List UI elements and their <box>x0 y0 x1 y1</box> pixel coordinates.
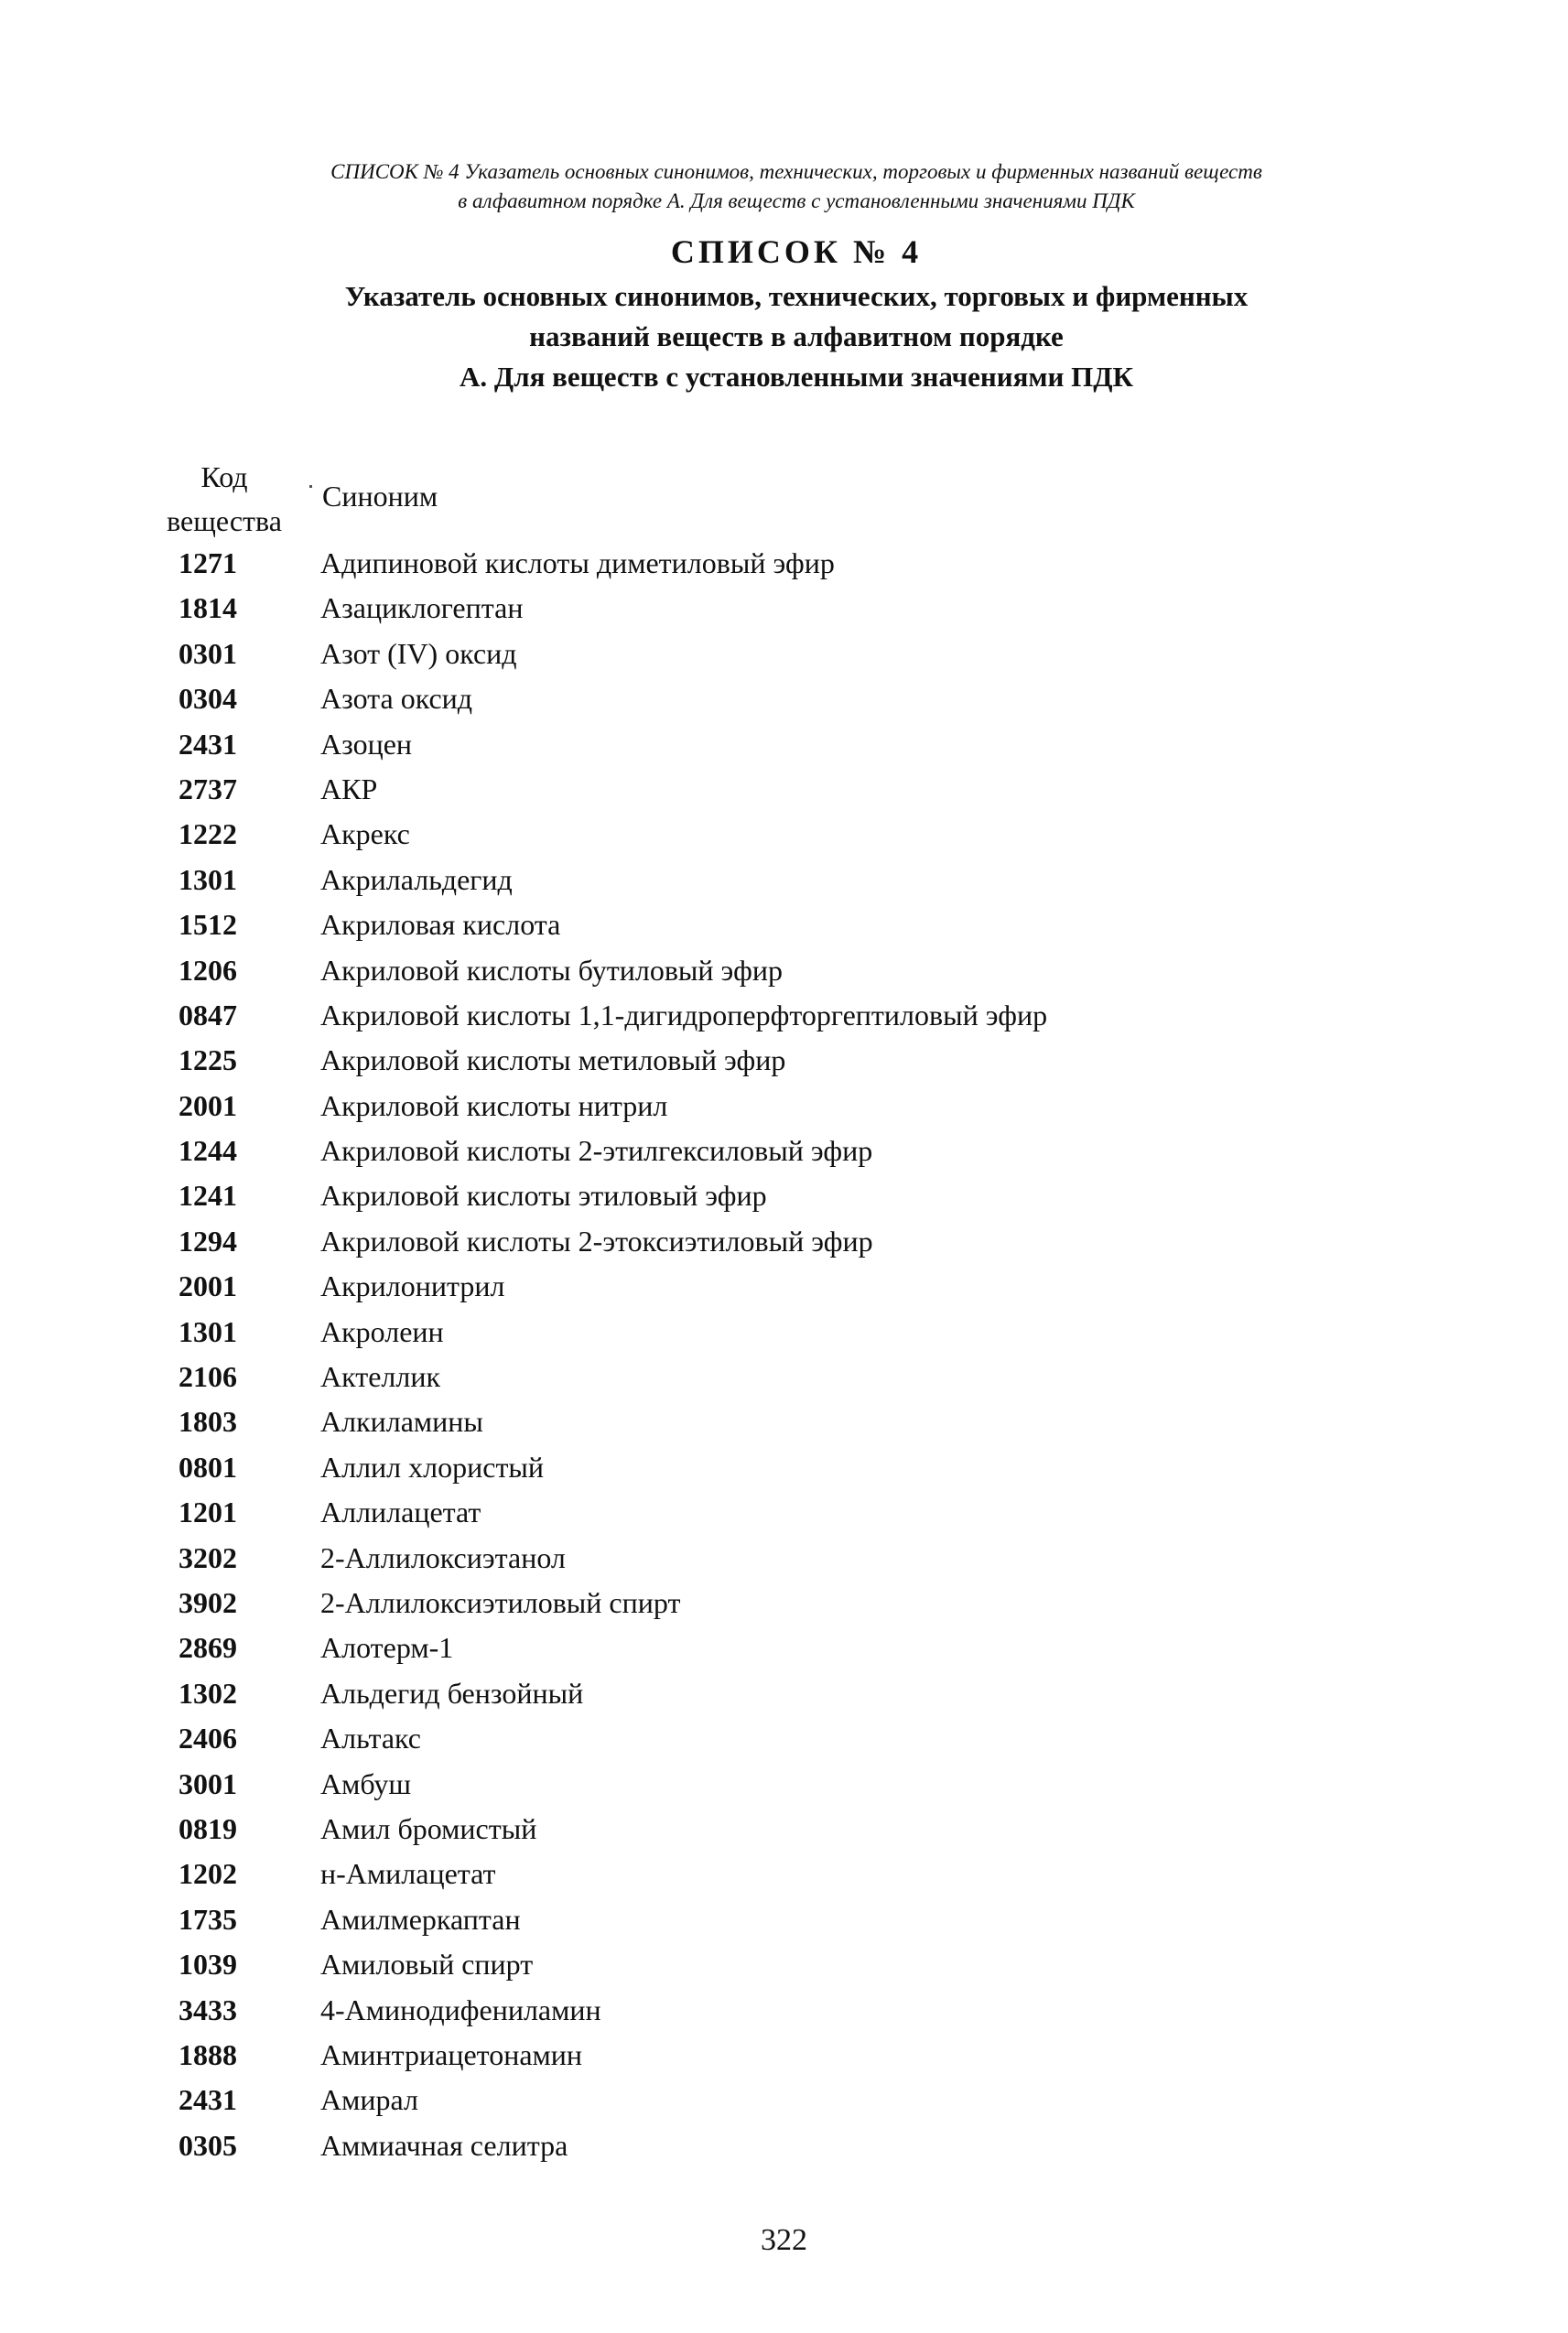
table-row <box>0 1536 1568 1581</box>
substance-synonym: Адипиновой кислоты диметиловый эфир <box>320 546 835 579</box>
substance-synonym: Алотерм-1 <box>320 1631 454 1665</box>
running-header-line-2: в алфавитном порядке А. Для веществ с установленными значениями ПДК <box>458 189 1135 212</box>
table-row <box>0 858 1568 902</box>
substance-synonym: Акрекс <box>320 817 410 851</box>
substance-synonym: Азоцен <box>320 727 413 761</box>
substance-synonym: Акрилонитрил <box>320 1269 505 1303</box>
substance-synonym: Амилмеркаптан <box>320 1902 521 1936</box>
substance-code: 1294 <box>178 1224 237 1258</box>
table-row <box>0 1988 1568 2033</box>
substance-code: 1814 <box>178 591 237 625</box>
substance-synonym: Акриловой кислоты метиловый эфир <box>320 1043 786 1077</box>
substance-code: 1302 <box>178 1676 237 1710</box>
table-row <box>0 632 1568 676</box>
table-row <box>0 586 1568 631</box>
table-row <box>0 1852 1568 1896</box>
table-row <box>0 1671 1568 1716</box>
page-title: СПИСОК № 4 <box>670 233 923 270</box>
substance-synonym: Акрилальдегид <box>320 862 513 896</box>
subtitle-line-3: А. Для веществ с установленными значениями ПДК <box>459 361 1134 393</box>
substance-synonym: Акролеин <box>320 1314 444 1348</box>
substance-code: 1225 <box>178 1043 237 1077</box>
table-row <box>0 541 1568 586</box>
table-row <box>0 2123 1568 2168</box>
substance-synonym: АКР <box>320 772 378 805</box>
substance-synonym: Актеллик <box>320 1360 441 1394</box>
table-row <box>0 1399 1568 1444</box>
table-row <box>0 993 1568 1038</box>
substance-code: 0801 <box>178 1450 237 1484</box>
substance-code: 1301 <box>178 1314 237 1348</box>
substance-synonym: Альтакс <box>320 1722 421 1755</box>
column-header-code-line-2: вещества <box>167 504 282 537</box>
table-row <box>0 948 1568 993</box>
substance-synonym: Акриловой кислоты 2-этоксиэтиловый эфир <box>320 1224 873 1258</box>
table-row <box>0 812 1568 857</box>
table-row <box>0 1310 1568 1355</box>
page-number: 322 <box>761 2223 807 2257</box>
substance-synonym: Альдегид бензойный <box>320 1676 584 1710</box>
substance-code: 1241 <box>178 1179 237 1213</box>
table-row <box>0 1219 1568 1264</box>
page-subtitle <box>146 276 1446 397</box>
synonym-table <box>0 541 1568 2168</box>
column-header-code <box>137 455 311 543</box>
substance-code: 0305 <box>178 2128 237 2162</box>
column-header-synonym: Синоним <box>322 480 438 513</box>
substance-synonym: Аллилацетат <box>320 1496 481 1529</box>
table-row <box>0 2033 1568 2078</box>
substance-code: 2431 <box>178 2083 237 2117</box>
substance-code: 1206 <box>178 953 237 987</box>
substance-code: 0847 <box>178 998 237 1031</box>
substance-code: 2869 <box>178 1631 237 1665</box>
table-row <box>0 1445 1568 1490</box>
substance-synonym: Аммиачная селитра <box>320 2128 568 2162</box>
running-header <box>146 157 1446 216</box>
substance-code: 2431 <box>178 727 237 761</box>
substance-synonym: Аллил хлористый <box>320 1450 545 1484</box>
table-row <box>0 676 1568 721</box>
substance-synonym: н-Амилацетат <box>320 1857 496 1891</box>
substance-code: 2406 <box>178 1722 237 1755</box>
table-row <box>0 767 1568 812</box>
table-row <box>0 1355 1568 1399</box>
table-row <box>0 1038 1568 1083</box>
substance-code: 1222 <box>178 817 237 851</box>
table-row <box>0 1897 1568 1942</box>
table-row <box>0 1264 1568 1309</box>
substance-synonym: 4-Аминодифениламин <box>320 1993 601 2026</box>
substance-synonym: Акриловой кислоты 1,1-дигидроперфторгептиловый эфир <box>320 998 1048 1031</box>
table-row <box>0 1626 1568 1670</box>
substance-synonym: Алкиламины <box>320 1405 483 1439</box>
table-row <box>0 2078 1568 2122</box>
substance-synonym: Акриловой кислоты этиловый эфир <box>320 1179 767 1213</box>
substance-code: 2106 <box>178 1360 237 1394</box>
table-row <box>0 1129 1568 1173</box>
substance-synonym: Аминтриацетонамин <box>320 2037 583 2071</box>
subtitle-line-1: Указатель основных синонимов, технических, торговых и фирменных <box>344 280 1249 312</box>
substance-synonym: Амбуш <box>320 1766 412 1800</box>
table-row <box>0 902 1568 947</box>
table-row <box>0 1084 1568 1129</box>
substance-code: 1039 <box>178 1948 237 1982</box>
substance-code: 0819 <box>178 1811 237 1845</box>
substance-synonym: Амиловый спирт <box>320 1948 534 1982</box>
substance-synonym: Азота оксид <box>320 682 473 716</box>
substance-code: 1735 <box>178 1902 237 1936</box>
table-row <box>0 1490 1568 1535</box>
table-row <box>0 1581 1568 1626</box>
substance-synonym: Акриловая кислота <box>320 908 561 942</box>
substance-synonym: Акриловой кислоты бутиловый эфир <box>320 953 783 987</box>
substance-code: 1201 <box>178 1496 237 1529</box>
table-row <box>0 1807 1568 1852</box>
substance-code: 1803 <box>178 1405 237 1439</box>
substance-code: 1512 <box>178 908 237 942</box>
substance-synonym: Амирал <box>320 2083 418 2117</box>
column-separator-mark <box>309 485 312 488</box>
table-row <box>0 722 1568 767</box>
substance-code: 1244 <box>178 1134 237 1168</box>
substance-synonym: Азациклогептан <box>320 591 524 625</box>
substance-code: 3433 <box>178 1993 237 2026</box>
table-row <box>0 1173 1568 1218</box>
substance-code: 3902 <box>178 1585 237 1619</box>
table-row <box>0 1762 1568 1807</box>
column-header-code-line-1: Код <box>200 460 248 493</box>
substance-code: 0304 <box>178 682 237 716</box>
substance-code: 1888 <box>178 2037 237 2071</box>
substance-synonym: Азот (IV) оксид <box>320 636 517 670</box>
substance-synonym: Акриловой кислоты нитрил <box>320 1088 668 1122</box>
running-header-line-1: СПИСОК № 4 Указатель основных синонимов, технических, торговых и фирменных названий веществ <box>330 160 1262 183</box>
substance-synonym: Амил бромистый <box>320 1811 537 1845</box>
substance-code: 2001 <box>178 1088 237 1122</box>
substance-code: 2001 <box>178 1269 237 1303</box>
substance-code: 0301 <box>178 636 237 670</box>
substance-synonym: 2-Аллилоксиэтиловый спирт <box>320 1585 681 1619</box>
substance-code: 1271 <box>178 546 237 579</box>
substance-code: 1301 <box>178 862 237 896</box>
substance-code: 1202 <box>178 1857 237 1891</box>
substance-synonym: 2-Аллилоксиэтанол <box>320 1540 566 1574</box>
subtitle-line-2: названий веществ в алфавитном порядке <box>529 320 1064 352</box>
table-row <box>0 1942 1568 1987</box>
substance-synonym: Акриловой кислоты 2-этилгексиловый эфир <box>320 1134 873 1168</box>
substance-code: 3202 <box>178 1540 237 1574</box>
substance-code: 3001 <box>178 1766 237 1800</box>
substance-code: 2737 <box>178 772 237 805</box>
table-row <box>0 1716 1568 1761</box>
